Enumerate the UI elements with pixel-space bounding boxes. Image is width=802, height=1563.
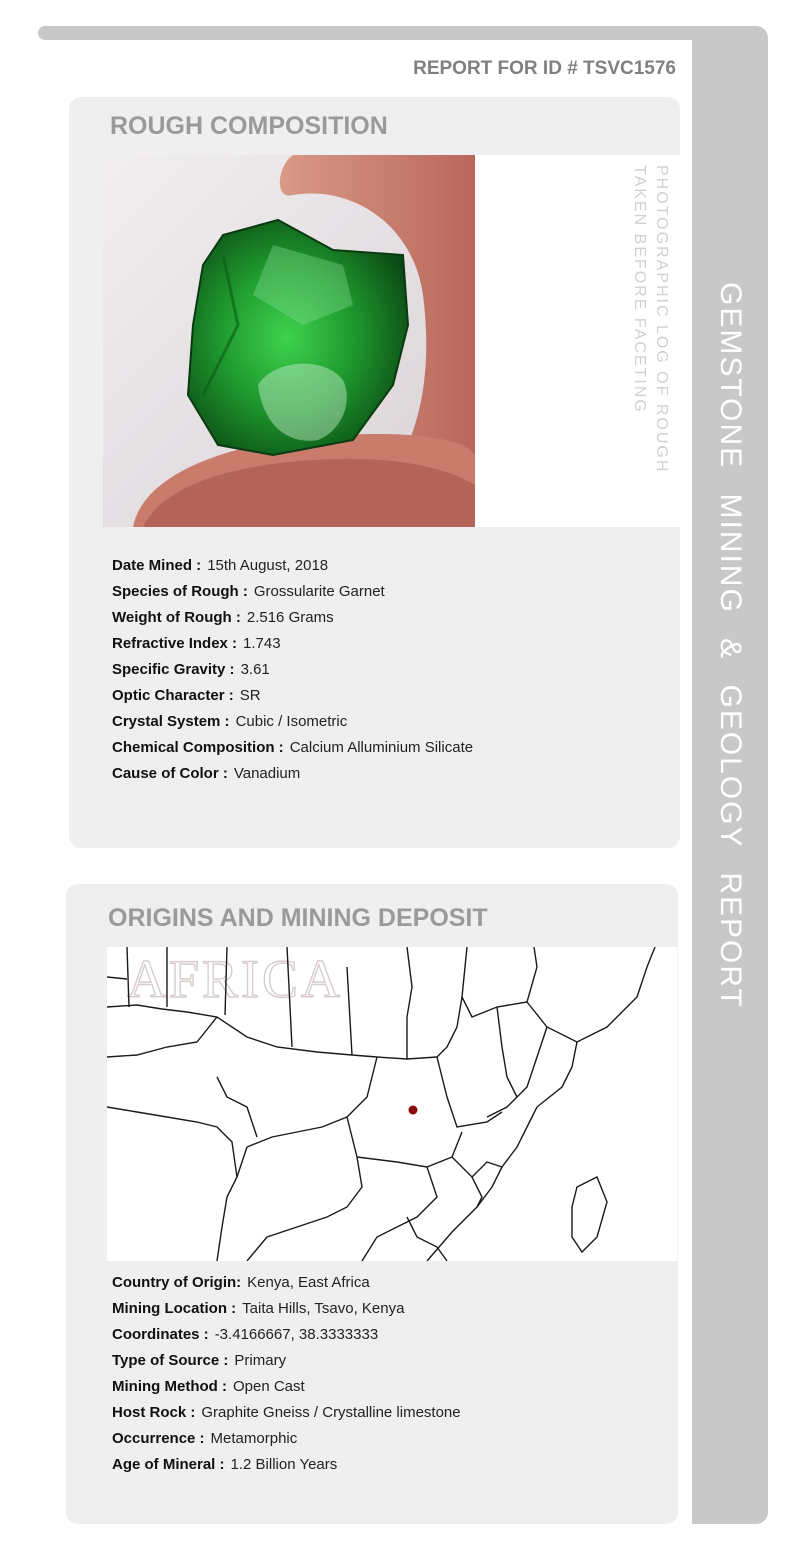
detail-label: Chemical Composition :	[112, 739, 284, 756]
origins-title: ORIGINS AND MINING DEPOSIT	[108, 904, 488, 932]
detail-optic-character	[112, 683, 473, 709]
detail-refractive-index	[112, 631, 473, 657]
detail-country	[112, 1270, 461, 1296]
detail-value: Primary	[234, 1352, 287, 1369]
detail-label: Weight of Rough :	[112, 609, 241, 626]
detail-cause-of-color	[112, 761, 473, 787]
top-bar	[38, 26, 738, 40]
detail-label: Occurrence :	[112, 1430, 205, 1447]
detail-value: Taita Hills, Tsavo, Kenya	[242, 1300, 405, 1317]
detail-value: Graphite Gneiss / Crystalline limestone	[201, 1404, 461, 1421]
detail-label: Cause of Color :	[112, 765, 228, 782]
detail-label: Crystal System :	[112, 713, 230, 730]
detail-age-of-mineral	[112, 1452, 461, 1478]
africa-map	[107, 947, 677, 1261]
detail-value: Vanadium	[233, 765, 301, 782]
detail-crystal-system	[112, 709, 473, 735]
detail-label: Mining Method :	[112, 1378, 227, 1395]
rough-gemstone-photo	[103, 155, 475, 527]
detail-chemical-composition	[112, 735, 473, 761]
report-id: REPORT FOR ID # TSVC1576	[413, 58, 676, 79]
detail-occurrence	[112, 1426, 461, 1452]
detail-value: -3.4166667, 38.3333333	[214, 1326, 379, 1343]
detail-value: 3.61	[240, 661, 270, 678]
detail-label: Refractive Index :	[112, 635, 238, 652]
detail-coordinates	[112, 1322, 461, 1348]
detail-value: 1.2 Billion Years	[230, 1456, 338, 1473]
detail-value: Grossularite Garnet	[253, 583, 385, 600]
origin-details-list	[112, 1270, 461, 1478]
detail-label: Species of Rough :	[112, 583, 248, 600]
detail-value: 2.516 Grams	[246, 609, 334, 626]
detail-label: Host Rock :	[112, 1404, 196, 1421]
detail-label: Country of Origin:	[112, 1274, 242, 1291]
detail-label: Type of Source :	[112, 1352, 229, 1369]
detail-type-of-source	[112, 1348, 461, 1374]
detail-label: Coordinates :	[112, 1326, 209, 1343]
detail-value: 15th August, 2018	[207, 557, 329, 574]
detail-value: Calcium Alluminium Silicate	[289, 739, 474, 756]
detail-label: Optic Character :	[112, 687, 234, 704]
detail-label: Age of Mineral :	[112, 1456, 225, 1473]
detail-value: Metamorphic	[210, 1430, 298, 1447]
rough-composition-title: ROUGH COMPOSITION	[110, 112, 388, 140]
detail-value: Open Cast	[232, 1378, 305, 1395]
detail-value: Kenya, East Africa	[247, 1274, 370, 1291]
detail-label: Specific Gravity :	[112, 661, 235, 678]
side-title-wrap	[692, 26, 768, 1524]
detail-value: Cubic / Isometric	[235, 713, 348, 730]
detail-label: Date Mined :	[112, 557, 202, 574]
side-title: GEMSTONE MINING & GEOLOGY REPORT	[714, 281, 747, 1009]
detail-species	[112, 579, 473, 605]
detail-mining-location	[112, 1296, 461, 1322]
map-region-label: AFRICA	[127, 949, 344, 1009]
detail-value: SR	[239, 687, 261, 704]
detail-date-mined	[112, 553, 473, 579]
detail-label: Mining Location :	[112, 1300, 237, 1317]
map-pin-icon	[409, 1106, 418, 1115]
detail-specific-gravity	[112, 657, 473, 683]
detail-weight	[112, 605, 473, 631]
photo-caption: PHOTOGRAPHIC LOG OF ROUGH TAKEN BEFORE FACETING	[631, 165, 670, 474]
detail-value: 1.743	[243, 635, 281, 652]
detail-host-rock	[112, 1400, 461, 1426]
detail-mining-method	[112, 1374, 461, 1400]
rough-details-list	[112, 553, 473, 787]
